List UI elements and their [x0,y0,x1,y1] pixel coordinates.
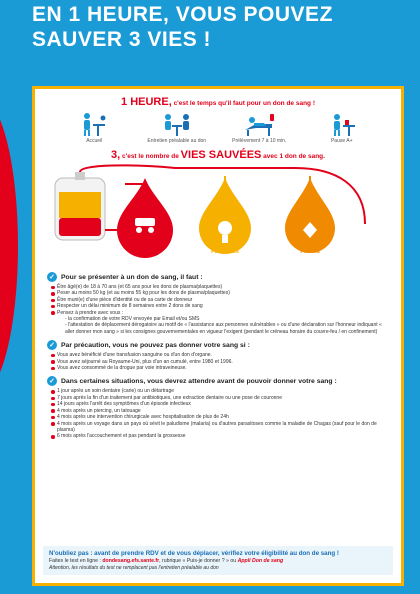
list-item: Vous avez séjourné au Royaume-Uni, plus d'un an cumulé, entre 1980 et 1996. [57,359,387,365]
list-item: Peser au moins 50 kg (et au moins 55 kg pour les dons de plasma/plaquettes) [57,290,387,296]
list-item: - la confirmation de votre RDV envoyée par Email et/ou SMS [65,316,200,323]
section-precaution-heading: ✓ Par précaution, vous ne pouvez pas donner votre sang si : [47,340,389,350]
step-label: Pause A+ [330,138,353,144]
reception-icon [77,112,111,136]
step-label: Prélèvement 7 à 10 min. [232,138,287,144]
precaution-list [57,352,387,371]
list-item: Être âgé(e) de 18 à 70 ans (et 65 ans pour les dons de plasma/plaquettes) [57,284,387,290]
list-item: 14 jours après l'arrêt des symptômes d'un épisode infectieux [57,401,387,407]
three-lives-title: 3, c'est le nombre de VIES SAUVÉES avec 1 don de sang. [111,149,325,161]
step-label: Entretien préalable au don [147,138,207,144]
red-cells-label: Globules rouges [123,244,167,250]
reminder-disclaimer: Attention, les résultats du test ne remplacent pas l'entretien préalable au don [49,564,219,571]
snack-icon [325,112,359,136]
platelets-label: Plaquettes [211,249,239,255]
donation-steps [35,112,401,144]
blood-components-infographic [35,164,401,264]
step-blood-draw [229,112,289,144]
decorative-red-arc [0,96,18,396]
section-waiting-heading: ✓ Dans certaines situations, vous devrez attendre avant de pouvoir donner votre sang : [47,376,389,386]
plasma-drop [285,178,335,253]
list-item: 6 mois après l'accouchement et pas pendant la grossesse [57,433,387,439]
plasma-label: Plasma [300,249,320,255]
title-line-1: EN 1 HEURE, VOUS POUVEZ [32,3,333,26]
step-reception [64,112,124,144]
list-item: Être muni(e) d'une pièce d'identité ou de sa carte de donneur [57,297,387,303]
blood-donation-app-link[interactable]: Appli Don de sang [237,557,284,564]
bring-with-you-list [65,316,387,335]
step-snack [312,112,372,144]
list-item: 1 jour après un soin dentaire (carie) ou un détartrage [57,388,387,394]
list-item: Vous avez bénéficié d'une transfusion sanguine ou d'un don d'organe. [57,352,387,358]
list-item: Vous avez consommé de la drogue par voie intraveineuse. [57,365,387,371]
eligibility-test-link[interactable]: dondesang.efs.sante.fr [102,557,160,564]
check-icon: ✓ [47,340,57,350]
list-item: Pensez à prendre avec vous : [57,310,387,316]
list-item: Respecter un délai minimum de 8 semaines entre 2 dons de sang [57,303,387,309]
section-eligibility-heading: ✓ Pour se présenter à un don de sang, il faut : [47,272,389,282]
reminder-test-line: Faites le test en ligne : dondesang.efs.sante.fr, rubrique « Puis-je donner ? » ou Appli Don de sang [49,557,284,564]
check-icon: ✓ [47,376,57,386]
page-title [32,2,333,52]
title-line-2: SAUVER 3 VIES ! [32,28,212,51]
waiting-list [57,388,387,439]
list-item: 4 mois après un voyage dans un pays où sévit le paludisme (malaria) ou d'autres parasitoses comme la maladie de Chagas (sauf pour le don de plasma) [57,421,387,434]
list-item: 7 jours après la fin d'un traitement par antibiotiques, une extraction dentaire ou une pose de couronne [57,395,387,401]
interview-icon [160,112,194,136]
info-card [32,86,404,586]
reminder-heading: N'oubliez pas : avant de prendre RDV et de vous déplacer, vérifiez votre éligibilité au don de sang ! [49,549,339,557]
step-label: Accueil [86,138,103,144]
eligibility-reminder-callout [43,546,393,576]
list-item: 4 mois après une intervention chirurgicale avec hospitalisation de plus de 24h [57,414,387,420]
eligibility-list [57,284,387,335]
list-item: - l'attestation de déplacement dérogatoire au motif de « l'assistance aux personnes vulnérables » ou d'une déclaration sur l'honneur indiquant « aller donner mon sang » si les consignes gouvernementales en vigueur l'exigent (pendant le créneau horaire du couvre-feu / en confinement) [65,322,382,335]
check-icon: ✓ [47,272,57,282]
step-interview [147,112,207,144]
list-item: 4 mois après un piercing, un tatouage [57,408,387,414]
blood-draw-icon [242,112,276,136]
one-hour-title: 1 HEURE, c'est le temps qu'il faut pour un don de sang ! [121,96,315,108]
